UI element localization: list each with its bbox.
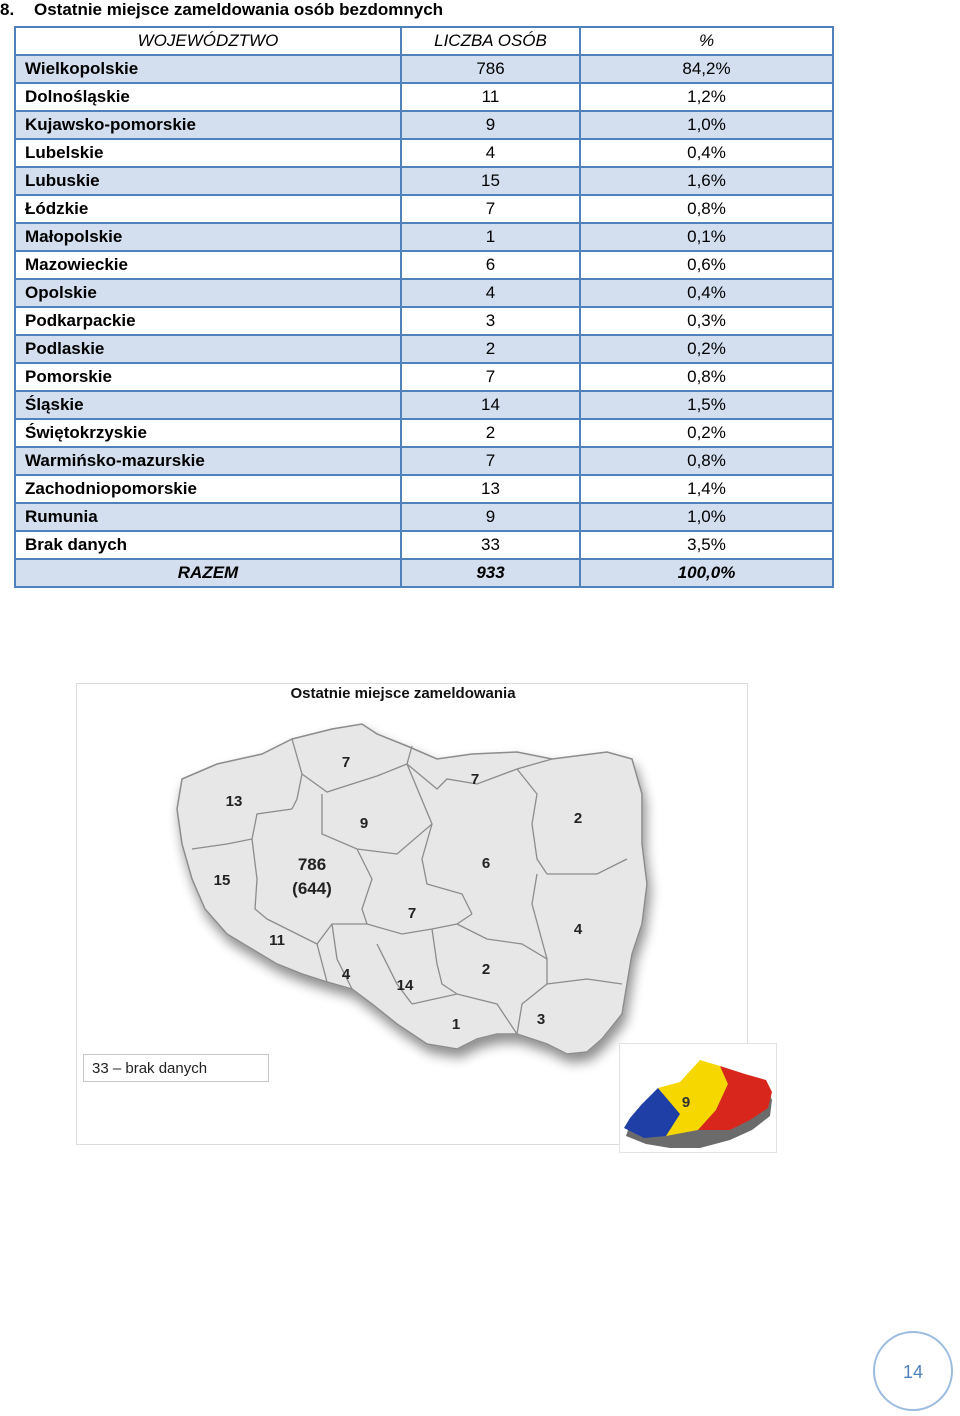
table-row	[15, 335, 833, 363]
row-percent: 1,4%	[580, 475, 833, 503]
row-percent: 1,0%	[580, 503, 833, 531]
row-region: Podlaskie	[15, 335, 401, 363]
row-region: Dolnośląskie	[15, 83, 401, 111]
row-count: 4	[401, 279, 580, 307]
row-percent: 0,1%	[580, 223, 833, 251]
total-percent: 100,0%	[580, 559, 833, 587]
row-percent: 84,2%	[580, 55, 833, 83]
row-count: 4	[401, 139, 580, 167]
table-row	[15, 111, 833, 139]
row-region: Brak danych	[15, 531, 401, 559]
registration-table	[14, 26, 834, 588]
row-percent: 1,0%	[580, 111, 833, 139]
map-label-swietokrzyskie: 2	[481, 961, 491, 978]
header-count: LICZBA OSÓB	[401, 27, 580, 55]
map-label-pomorskie: 7	[341, 754, 351, 771]
map-label-malopolskie: 1	[451, 1016, 461, 1033]
map-label-podlaskie: 2	[573, 810, 583, 827]
table-row	[15, 475, 833, 503]
row-count: 14	[401, 391, 580, 419]
row-count: 1	[401, 223, 580, 251]
row-count: 15	[401, 167, 580, 195]
romania-inset	[619, 1043, 777, 1153]
row-count: 7	[401, 363, 580, 391]
map-label-kujawsko-pomorskie: 9	[359, 815, 369, 832]
row-region: Wielkopolskie	[15, 55, 401, 83]
table-row	[15, 419, 833, 447]
table-row	[15, 363, 833, 391]
row-region: Lubelskie	[15, 139, 401, 167]
row-region: Małopolskie	[15, 223, 401, 251]
table-row	[15, 279, 833, 307]
row-percent: 1,5%	[580, 391, 833, 419]
row-percent: 3,5%	[580, 531, 833, 559]
map-label-zachodniopomorskie: 13	[225, 793, 243, 810]
row-region: Kujawsko-pomorskie	[15, 111, 401, 139]
row-percent: 0,8%	[580, 363, 833, 391]
table-row	[15, 503, 833, 531]
row-region: Opolskie	[15, 279, 401, 307]
total-label: RAZEM	[15, 559, 401, 587]
map-label-warminsko-mazurskie: 7	[470, 771, 480, 788]
map-label-podkarpackie: 3	[536, 1011, 546, 1028]
map-label-mazowieckie: 6	[481, 855, 491, 872]
table-row	[15, 55, 833, 83]
table-total-row	[15, 559, 833, 587]
row-percent: 0,8%	[580, 447, 833, 475]
row-percent: 1,6%	[580, 167, 833, 195]
map-label-rumunia: 9	[681, 1094, 691, 1111]
romania-map-drawing	[620, 1044, 776, 1152]
row-count: 13	[401, 475, 580, 503]
table-row	[15, 139, 833, 167]
row-count: 6	[401, 251, 580, 279]
table-row	[15, 307, 833, 335]
map-label-wielkopolskie: 786	[297, 855, 327, 874]
section-title: Ostatnie miejsce zameldowania osób bezdomnych	[34, 0, 444, 19]
table-row	[15, 83, 833, 111]
poland-outline	[177, 724, 647, 1054]
total-count: 933	[401, 559, 580, 587]
map-label-slaskie: 14	[396, 977, 414, 994]
header-voivodeship: WOJEWÓDZTWO	[15, 27, 401, 55]
row-percent: 0,2%	[580, 419, 833, 447]
table-header-row	[15, 27, 833, 55]
map-title: Ostatnie miejsce zameldowania	[290, 685, 516, 702]
row-percent: 1,2%	[580, 83, 833, 111]
header-percent: %	[580, 27, 833, 55]
row-region: Śląskie	[15, 391, 401, 419]
row-count: 3	[401, 307, 580, 335]
table-row	[15, 531, 833, 559]
table-row	[15, 391, 833, 419]
table-row	[15, 223, 833, 251]
map-label-opolskie: 4	[341, 966, 351, 983]
row-percent: 0,4%	[580, 279, 833, 307]
map-label-lubuskie: 15	[213, 872, 231, 889]
row-region: Zachodniopomorskie	[15, 475, 401, 503]
row-region: Łódzkie	[15, 195, 401, 223]
page-number: 14	[873, 1331, 953, 1411]
row-count: 9	[401, 503, 580, 531]
map-label-dolnoslaskie: 11	[269, 932, 285, 949]
row-region: Rumunia	[15, 503, 401, 531]
row-percent: 0,4%	[580, 139, 833, 167]
row-count: 7	[401, 447, 580, 475]
map-label-lubelskie: 4	[573, 921, 583, 938]
section-number: 8.	[0, 0, 15, 19]
map-label-lodzkie: 7	[407, 905, 417, 922]
table-row	[15, 447, 833, 475]
table-row	[15, 167, 833, 195]
row-count: 11	[401, 83, 580, 111]
table-row	[15, 195, 833, 223]
row-region: Lubuskie	[15, 167, 401, 195]
row-count: 9	[401, 111, 580, 139]
row-region: Pomorskie	[15, 363, 401, 391]
row-percent: 0,2%	[580, 335, 833, 363]
row-region: Świętokrzyskie	[15, 419, 401, 447]
row-region: Podkarpackie	[15, 307, 401, 335]
row-percent: 0,6%	[580, 251, 833, 279]
row-count: 2	[401, 335, 580, 363]
row-region: Mazowieckie	[15, 251, 401, 279]
row-count: 7	[401, 195, 580, 223]
row-count: 33	[401, 531, 580, 559]
table-row	[15, 251, 833, 279]
map-label-wielkopolskie-note: (644)	[292, 879, 332, 898]
row-percent: 0,8%	[580, 195, 833, 223]
row-region: Warmińsko-mazurskie	[15, 447, 401, 475]
map-legend-no-data: 33 – brak danych	[83, 1054, 269, 1082]
section-heading	[0, 0, 443, 20]
row-percent: 0,3%	[580, 307, 833, 335]
row-count: 786	[401, 55, 580, 83]
row-count: 2	[401, 419, 580, 447]
